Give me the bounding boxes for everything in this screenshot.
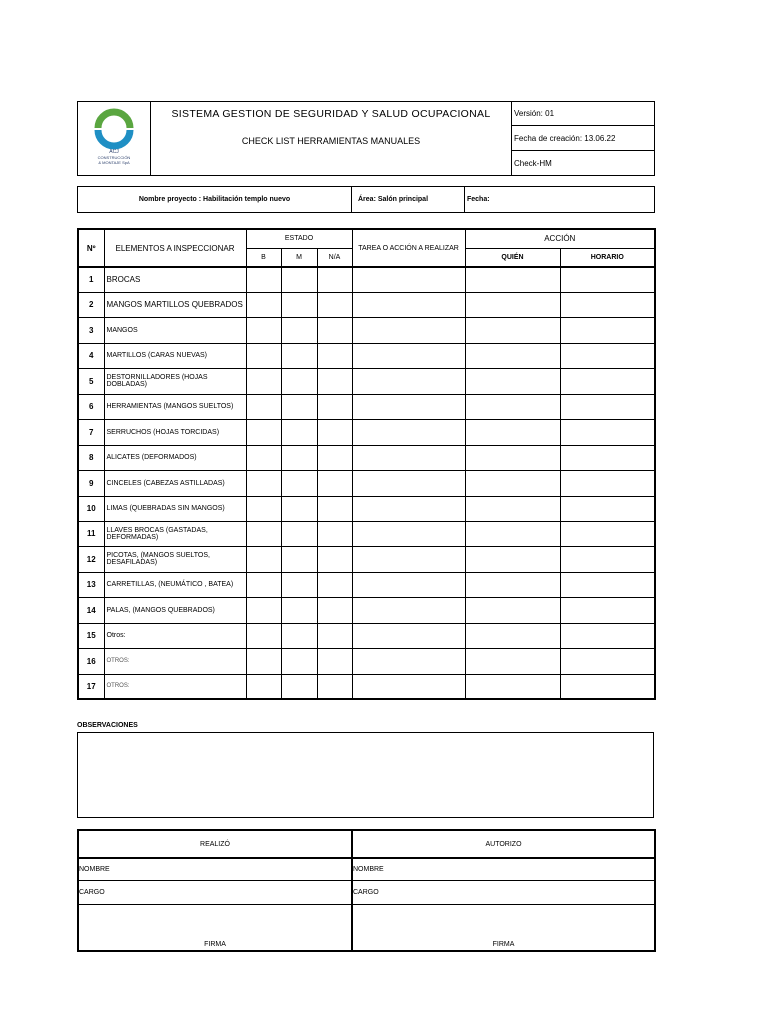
company-logo	[84, 106, 144, 166]
row-horario[interactable]	[560, 419, 655, 445]
row-item: ALICATES (DEFORMADOS)	[104, 445, 246, 470]
logo-cell	[78, 102, 151, 176]
col-header-b: B	[246, 248, 281, 267]
row-estado-m[interactable]	[281, 674, 317, 699]
row-task[interactable]	[352, 343, 465, 368]
row-estado-m[interactable]	[281, 546, 317, 572]
checklist-row	[78, 648, 655, 674]
row-estado-m[interactable]	[281, 292, 317, 317]
row-horario[interactable]	[560, 623, 655, 648]
row-quien[interactable]	[465, 546, 560, 572]
row-quien[interactable]	[465, 317, 560, 343]
row-horario[interactable]	[560, 648, 655, 674]
row-horario[interactable]	[560, 343, 655, 368]
checklist-row	[78, 419, 655, 445]
checklist-row	[78, 572, 655, 597]
row-estado-na[interactable]	[317, 343, 352, 368]
checklist-row	[78, 317, 655, 343]
row-estado-m[interactable]	[281, 648, 317, 674]
checklist-row	[78, 267, 655, 292]
left-cargo-field[interactable]: CARGO	[78, 880, 352, 904]
row-item: HERRAMIENTAS (MANGOS SUELTOS)	[104, 394, 246, 419]
row-estado-na[interactable]	[317, 674, 352, 699]
row-quien[interactable]	[465, 394, 560, 419]
row-number: 6	[78, 394, 104, 419]
row-task[interactable]	[352, 394, 465, 419]
signature-left-title: REALIZÓ	[78, 830, 352, 858]
row-estado-b[interactable]	[246, 521, 281, 546]
signature-block	[77, 829, 654, 950]
col-header-accion: ACCIÓN	[465, 229, 655, 248]
row-item: MANGOS	[104, 317, 246, 343]
project-name: Nombre proyecto : Habilitación templo nuevo	[78, 187, 352, 213]
row-task[interactable]	[352, 597, 465, 623]
project-info	[77, 186, 654, 213]
row-estado-m[interactable]	[281, 445, 317, 470]
row-item: DESTORNILLADORES (HOJAS DOBLADAS)	[104, 368, 246, 394]
row-item: LIMAS (QUEBRADAS SIN MANGOS)	[104, 496, 246, 521]
row-quien[interactable]	[465, 623, 560, 648]
row-quien[interactable]	[465, 521, 560, 546]
row-task[interactable]	[352, 496, 465, 521]
row-estado-m[interactable]	[281, 470, 317, 496]
right-name-field[interactable]: NOMBRE	[352, 858, 655, 880]
logo-text-acj: ACJ	[109, 149, 119, 155]
checklist-row	[78, 292, 655, 317]
row-number: 2	[78, 292, 104, 317]
row-task[interactable]	[352, 292, 465, 317]
row-estado-b[interactable]	[246, 572, 281, 597]
checklist-row	[78, 394, 655, 419]
col-header-estado: ESTADO	[246, 229, 352, 248]
left-signature-field[interactable]: FIRMA	[78, 904, 352, 951]
row-number: 1	[78, 267, 104, 292]
row-horario[interactable]	[560, 521, 655, 546]
row-estado-m[interactable]	[281, 317, 317, 343]
row-estado-na[interactable]	[317, 521, 352, 546]
row-estado-b[interactable]	[246, 623, 281, 648]
col-header-horario: HORARIO	[560, 248, 655, 267]
row-quien[interactable]	[465, 572, 560, 597]
col-header-quien: QUIÉN	[465, 248, 560, 267]
row-item: PICOTAS, (MANGOS SUELTOS, DESAFILADAS)	[104, 546, 246, 572]
checklist-row	[78, 597, 655, 623]
row-estado-b[interactable]	[246, 394, 281, 419]
observations-label: OBSERVACIONES	[77, 722, 138, 729]
row-number: 15	[78, 623, 104, 648]
col-header-number: Nº	[78, 229, 104, 267]
left-name-field[interactable]: NOMBRE	[78, 858, 352, 880]
row-number: 7	[78, 419, 104, 445]
row-estado-na[interactable]	[317, 597, 352, 623]
row-estado-m[interactable]	[281, 496, 317, 521]
row-horario[interactable]	[560, 317, 655, 343]
row-estado-na[interactable]	[317, 546, 352, 572]
row-horario[interactable]	[560, 292, 655, 317]
row-estado-b[interactable]	[246, 419, 281, 445]
checklist-row	[78, 496, 655, 521]
row-task[interactable]	[352, 317, 465, 343]
row-estado-b[interactable]	[246, 292, 281, 317]
row-estado-b[interactable]	[246, 445, 281, 470]
row-estado-b[interactable]	[246, 470, 281, 496]
row-estado-na[interactable]	[317, 419, 352, 445]
row-number: 12	[78, 546, 104, 572]
row-quien[interactable]	[465, 343, 560, 368]
row-estado-na[interactable]	[317, 572, 352, 597]
row-item: OTROS:	[104, 648, 246, 674]
row-estado-m[interactable]	[281, 368, 317, 394]
row-item: BROCAS	[104, 267, 246, 292]
row-horario[interactable]	[560, 445, 655, 470]
logo-text-construccion: CONSTRUCCIÓN	[97, 155, 131, 160]
row-task[interactable]	[352, 470, 465, 496]
right-cargo-field[interactable]: CARGO	[352, 880, 655, 904]
row-estado-na[interactable]	[317, 317, 352, 343]
row-task[interactable]	[352, 368, 465, 394]
row-quien[interactable]	[465, 674, 560, 699]
row-quien[interactable]	[465, 292, 560, 317]
row-quien[interactable]	[465, 597, 560, 623]
row-estado-na[interactable]	[317, 470, 352, 496]
row-task[interactable]	[352, 623, 465, 648]
row-estado-b[interactable]	[246, 317, 281, 343]
row-horario[interactable]	[560, 470, 655, 496]
signature-right-title: AUTORIZO	[352, 830, 655, 858]
row-task[interactable]	[352, 546, 465, 572]
row-number: 17	[78, 674, 104, 699]
doc-title: CHECK LIST HERRAMIENTAS MANUALES	[151, 126, 512, 176]
row-estado-na[interactable]	[317, 496, 352, 521]
row-item: MANGOS MARTILLOS QUEBRADOS	[104, 292, 246, 317]
checklist-row	[78, 343, 655, 368]
row-horario[interactable]	[560, 674, 655, 699]
row-quien[interactable]	[465, 648, 560, 674]
row-task[interactable]	[352, 419, 465, 445]
row-quien[interactable]	[465, 470, 560, 496]
row-horario[interactable]	[560, 267, 655, 292]
row-item: LLAVES BROCAS (GASTADAS, DEFORMADAS)	[104, 521, 246, 546]
row-horario[interactable]	[560, 496, 655, 521]
logo-text-montaje: & MONTAJE SpA	[98, 160, 130, 165]
row-horario[interactable]	[560, 572, 655, 597]
checklist-row	[78, 521, 655, 546]
checklist-row	[78, 546, 655, 572]
row-estado-m[interactable]	[281, 394, 317, 419]
doc-code-label: Check-HM	[512, 151, 655, 176]
row-number: 8	[78, 445, 104, 470]
row-quien[interactable]	[465, 368, 560, 394]
row-estado-b[interactable]	[246, 648, 281, 674]
system-title: SISTEMA GESTION DE SEGURIDAD Y SALUD OCUPACIONAL	[151, 102, 512, 126]
document-header	[77, 101, 654, 175]
row-horario[interactable]	[560, 546, 655, 572]
row-estado-b[interactable]	[246, 368, 281, 394]
row-item: CARRETILLAS, (NEUMÁTICO , BATEA)	[104, 572, 246, 597]
row-number: 3	[78, 317, 104, 343]
row-estado-b[interactable]	[246, 343, 281, 368]
row-estado-m[interactable]	[281, 572, 317, 597]
row-item: CINCELES (CABEZAS ASTILLADAS)	[104, 470, 246, 496]
row-estado-m[interactable]	[281, 597, 317, 623]
row-horario[interactable]	[560, 394, 655, 419]
col-header-na: N/A	[317, 248, 352, 267]
row-number: 11	[78, 521, 104, 546]
row-number: 14	[78, 597, 104, 623]
row-estado-na[interactable]	[317, 623, 352, 648]
col-header-task: TAREA O ACCIÓN A REALIZAR	[352, 229, 465, 267]
row-estado-na[interactable]	[317, 368, 352, 394]
row-estado-na[interactable]	[317, 292, 352, 317]
checklist-row	[78, 368, 655, 394]
row-estado-m[interactable]	[281, 623, 317, 648]
col-header-m: M	[281, 248, 317, 267]
row-estado-na[interactable]	[317, 394, 352, 419]
row-estado-b[interactable]	[246, 496, 281, 521]
checklist-row	[78, 623, 655, 648]
row-number: 9	[78, 470, 104, 496]
checklist-row	[78, 674, 655, 699]
row-number: 5	[78, 368, 104, 394]
row-task[interactable]	[352, 648, 465, 674]
row-task[interactable]	[352, 572, 465, 597]
row-estado-na[interactable]	[317, 267, 352, 292]
version-label: Versión: 01	[512, 102, 655, 126]
row-number: 4	[78, 343, 104, 368]
row-quien[interactable]	[465, 267, 560, 292]
inspection-checklist	[77, 228, 654, 698]
row-estado-b[interactable]	[246, 267, 281, 292]
row-quien[interactable]	[465, 445, 560, 470]
row-estado-m[interactable]	[281, 343, 317, 368]
project-area: Área: Salón principal	[352, 187, 465, 213]
row-item: PALAS, (MANGOS QUEBRADOS)	[104, 597, 246, 623]
row-task[interactable]	[352, 445, 465, 470]
project-date: Fecha:	[465, 187, 655, 213]
row-item: Otros:	[104, 623, 246, 648]
row-estado-m[interactable]	[281, 521, 317, 546]
creation-date-label: Fecha de creación: 13.06.22	[512, 126, 655, 151]
row-item: SERRUCHOS (HOJAS TORCIDAS)	[104, 419, 246, 445]
row-estado-b[interactable]	[246, 546, 281, 572]
row-estado-m[interactable]	[281, 267, 317, 292]
row-task[interactable]	[352, 521, 465, 546]
row-horario[interactable]	[560, 368, 655, 394]
row-number: 10	[78, 496, 104, 521]
row-estado-na[interactable]	[317, 648, 352, 674]
row-task[interactable]	[352, 267, 465, 292]
row-estado-b[interactable]	[246, 674, 281, 699]
checklist-row	[78, 445, 655, 470]
observations-box[interactable]	[77, 732, 654, 818]
row-item: MARTILLOS (CARAS NUEVAS)	[104, 343, 246, 368]
right-signature-field[interactable]: FIRMA	[352, 904, 655, 951]
row-item: OTROS:	[104, 674, 246, 699]
row-number: 16	[78, 648, 104, 674]
row-estado-na[interactable]	[317, 445, 352, 470]
col-header-elements: ELEMENTOS A INSPECCIONAR	[104, 229, 246, 267]
row-estado-m[interactable]	[281, 419, 317, 445]
row-estado-b[interactable]	[246, 597, 281, 623]
row-task[interactable]	[352, 674, 465, 699]
checklist-row	[78, 470, 655, 496]
row-horario[interactable]	[560, 597, 655, 623]
row-quien[interactable]	[465, 419, 560, 445]
row-number: 13	[78, 572, 104, 597]
row-quien[interactable]	[465, 496, 560, 521]
